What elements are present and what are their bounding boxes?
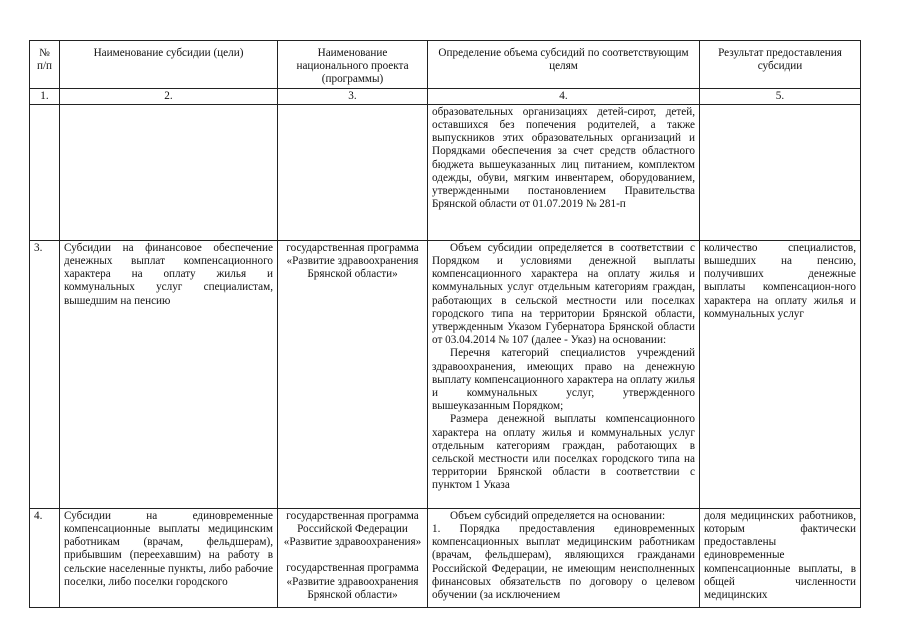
definition-paragraph: Перечня категорий специалистов учреждений здравоохранения, имеющих право на денежную выплату компенсационного характера на оплату жилья и коммунальных услуг, утвержденного вышеуказанным Порядком;	[432, 347, 695, 413]
table-cell	[60, 104, 278, 240]
column-number: 1.	[30, 88, 60, 104]
program-name	[278, 508, 428, 607]
volume-definition	[428, 240, 700, 508]
definition-paragraph: Объем субсидии определяется в соответствии с Порядком и условиями денежной выплаты компенсационного характера на оплату жилья и коммунальных услуг отдельным категориям граждан, работающих в сельской местности или поселках городского типа на территории Брянской области, утвержденным Указом Губернатора Брянской области от 03.04.2014 № 107 (далее - Указ) на основании:	[432, 241, 695, 347]
column-number: 4.	[428, 88, 700, 104]
row-number: 3.	[30, 240, 60, 508]
table-cell	[30, 104, 60, 240]
header-national-project: Наименование национального проекта (программы)	[278, 41, 428, 89]
header-result: Результат предоставления субсидии	[700, 41, 861, 89]
table-cell	[278, 104, 428, 240]
subsidy-table	[29, 40, 861, 608]
column-number: 5.	[700, 88, 861, 104]
header-number: № п/п	[30, 41, 60, 89]
program-name-clip	[282, 510, 423, 604]
row-number: 4.	[30, 508, 60, 607]
volume-definition	[428, 508, 700, 607]
table-row	[30, 240, 861, 508]
table-header-row	[30, 41, 861, 89]
table-row	[30, 104, 861, 240]
table-cell	[700, 104, 861, 240]
definition-paragraph: Размера денежной выплаты компенсационного характера на оплату жилья и коммунальных услуг отдельным категориям граждан, работающих в сельской местности или поселках городского типа на территории Брянской области в соответствии с пунктом 1 Указа	[432, 413, 695, 492]
volume-definition-clip	[432, 510, 695, 604]
continuation-definition: образовательных организациях детей-сирот, детей, оставшихся без попечения родителей, а также выпускников этих образовательных организаций и Порядками обеспечения за счет средств областного бюджета вышеуказанных лиц питанием, комплектом одежды, обуви, мягким инвентарем, оборудованием, утвержденными постановлением Правительства Брянской области от 01.07.2019 № 281-п	[428, 104, 700, 240]
subsidy-name	[60, 508, 278, 607]
program-name: государственная программа «Развитие здравоохранения Брянской области»	[278, 240, 428, 508]
result-text-clip: доля медицинских работников, которым фактически предоставлены единовременные компенсационные выплаты, в общей численности медицинских	[704, 509, 856, 602]
table-row	[30, 508, 861, 607]
column-number: 2.	[60, 88, 278, 104]
program-paragraph: государственная программа Российской Федерации «Развитие здравоохранения»	[283, 509, 422, 549]
column-number: 3.	[278, 88, 428, 104]
program-paragraph: государственная программа «Развитие здравоохранения Брянской области»	[286, 562, 419, 601]
subsidy-name: Субсидии на финансовое обеспечение денежных выплат компенсационного характера на оплату жилья и коммунальных услуг специалистам, вышедшим на пенсию	[60, 240, 278, 508]
result-text: количество специалистов, вышедших на пенсию, получивших денежные выплаты компенсацион-ного характера на оплату жилья и коммунальных услуг	[700, 240, 861, 508]
column-numbers-row	[30, 88, 861, 104]
definition-paragraph: 1. Порядка предоставления единовременных компенсационных выплат медицинским работникам (врачам, фельдшерам), являющихся гражданами Российской Федерации, не имеющим неисполненных финансовых обязательств по договору о целевом обучении (за исключением	[432, 523, 695, 602]
header-volume-definition: Определение объема субсидий по соответствующим целям	[428, 41, 700, 89]
definition-paragraph: Объем субсидий определяется на основании:	[450, 509, 666, 522]
result-text	[700, 508, 861, 607]
header-subsidy-name: Наименование субсидии (цели)	[60, 41, 278, 89]
subsidy-name-text: Субсидии на единовременные компенсационные выплаты медицинским работникам (врачам, фельдшерам), прибывшим (переехавшим) на работу в сельские населенные пункты, либо рабочие поселки, либо поселки городского	[64, 509, 273, 588]
